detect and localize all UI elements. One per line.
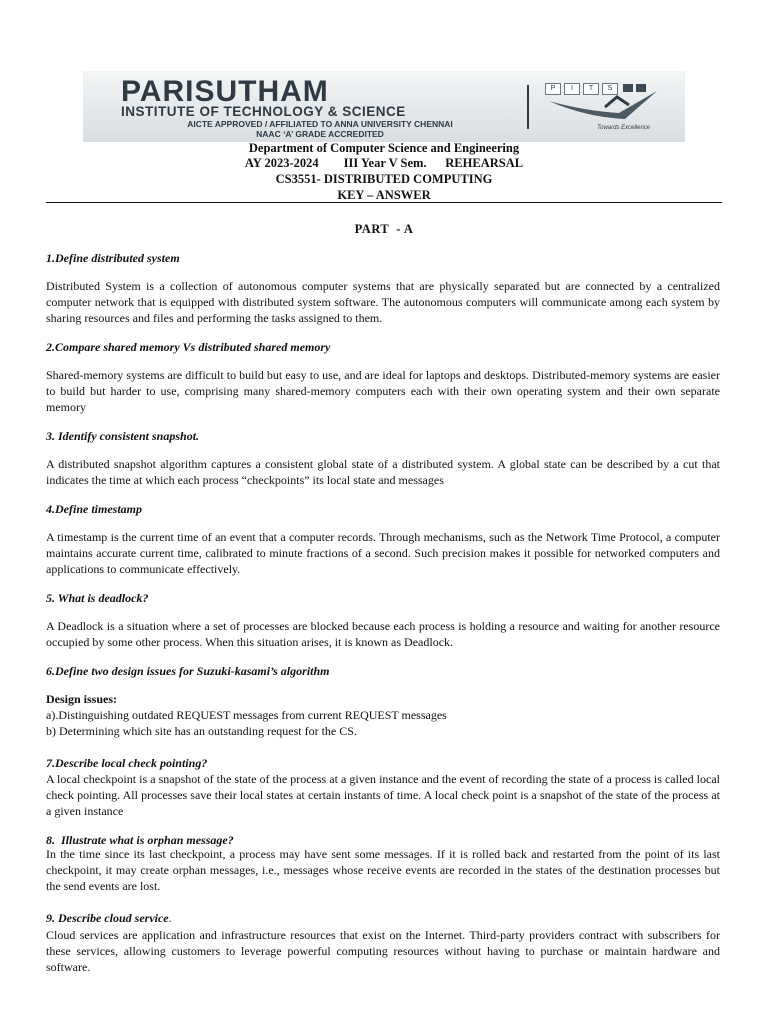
question-period: . — [168, 911, 172, 925]
question-heading — [46, 910, 720, 926]
question-heading: 7.Describe local check pointing? — [46, 756, 208, 770]
logo-letter: P — [545, 83, 561, 95]
answer-paragraph: A Deadlock is a situation where a set of processes are blocked because each process is holding a resource and waiting for another resource occupied by some other process. When this situation arises, it is known as Deadlock. — [46, 619, 720, 650]
academic-year-line: AY 2023-2024 III Year V Sem. REHEARSAL — [244, 156, 524, 170]
department-title: Department of Computer Science and Engineering — [248, 141, 520, 155]
question-heading: 1.Define distributed system — [46, 251, 180, 265]
key-answer-title: KEY – ANSWER — [337, 188, 431, 202]
pits-logo — [545, 83, 675, 133]
institute-banner — [83, 71, 685, 142]
course-title: CS3551- DISTRIBUTED COMPUTING — [275, 172, 493, 186]
answer-paragraph: In the time since its last checkpoint, a process may have sent some messages. If it is rolled back and restarted from the point of its last checkpoint, it may create orphan messages, i.e., messages whose receive events are recorded in the states of the destination processes but the send events are lost. — [46, 847, 720, 894]
header-rule — [46, 202, 722, 203]
answer-paragraph: A local checkpoint is a snapshot of the state of the process at a given instance and the event of recording the state of a process is called local check pointing. All processes save their local states at certain instants of time. A local check point is a snapshot of the state of the process at a given instance — [46, 772, 720, 819]
part-title: PART - A — [354, 222, 414, 236]
question-heading: 5. What is deadlock? — [46, 591, 149, 605]
answer-paragraph: Shared-memory systems are difficult to build but easy to use, and are ideal for laptops and desktops. Distributed-memory systems are easier to build but harder to use, comprising many shared-memory computers each with their own operating system and their own separate memory — [46, 368, 720, 415]
question-heading: 6.Define two design issues for Suzuki-kasami’s algorithm — [46, 664, 330, 678]
institute-subtitle: INSTITUTE OF TECHNOLOGY & SCIENCE — [121, 104, 406, 119]
logo-letter: I — [564, 83, 580, 95]
logo-letter: T — [583, 83, 599, 95]
question-heading: 2.Compare shared memory Vs distributed shared memory — [46, 340, 331, 354]
design-issues-label: Design issues: — [46, 692, 118, 706]
answer-paragraph: Cloud services are application and infrastructure resources that exist on the Internet. Third-party providers contract with subscribers for these services, allowing customers to leverage powerful computing resources without having to purchase or maintain hardware and software. — [46, 928, 720, 975]
institute-name: PARISUTHAM — [121, 75, 329, 108]
answer-paragraph: A timestamp is the current time of an event that a computer records. Through mechanisms, such as the Network Time Protocol, a computer maintains accurate current time, calibrated to minute fractions of a second. Such precision makes it possible for networked computers and applications to communicate effectively. — [46, 530, 720, 577]
list-item: b) Determining which site has an outstanding request for the CS. — [46, 724, 357, 738]
affiliation-text: AICTE APPROVED / AFFILIATED TO ANNA UNIVERSITY CHENNAI — [187, 119, 453, 129]
list-item: a).Distinguishing outdated REQUEST messages from current REQUEST messages — [46, 708, 447, 722]
question-heading: 8. Illustrate what is orphan message? — [46, 833, 234, 847]
accreditation-text: NAAC ‘A’ GRADE ACCREDITED — [256, 129, 384, 139]
question-heading: 3. Identify consistent snapshot. — [46, 429, 200, 443]
answer-paragraph: Distributed System is a collection of autonomous computer systems that are physically separated but are connected by a centralized computer network that is equipped with distributed system software. The autonomous computers will communicate among each system by sharing resources and files and performing the tasks assigned to them. — [46, 279, 720, 326]
answer-paragraph: A distributed snapshot algorithm captures a consistent global state of a distributed system. A global state can be described by a cut that indicates the time at which each process “checkpoints” its local state and messages — [46, 457, 720, 488]
logo-letter: S — [602, 83, 618, 95]
question-text: 9. Describe cloud service — [46, 911, 169, 925]
banner-divider — [527, 85, 529, 129]
question-heading: 4.Define timestamp — [46, 502, 142, 516]
logo-tagline: Towards Excellence — [597, 125, 651, 131]
